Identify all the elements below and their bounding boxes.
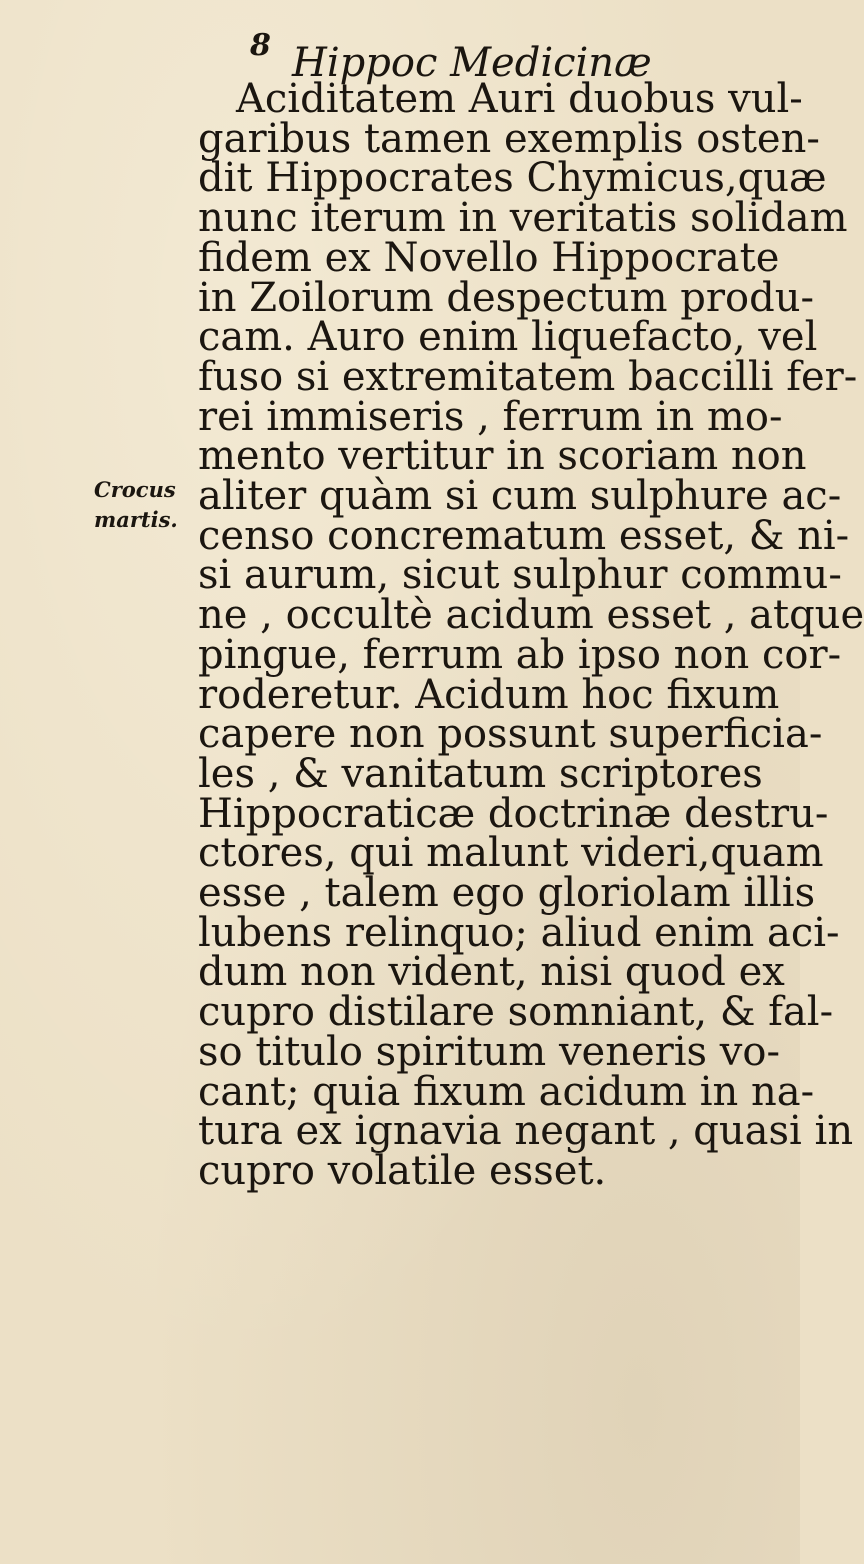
text-line: ne , occultè acidum esset , atque [198, 592, 864, 639]
text-line: dum non vident, nisi quod ex [198, 949, 785, 996]
running-head: Hippoc Medicinæ [292, 40, 652, 86]
margin-note [94, 475, 178, 535]
text-line: mento vertitur in scoriam non [198, 433, 807, 480]
text-line: aliter quàm si cum sulphure ac- [198, 473, 842, 520]
margin-note-line: martis. [94, 507, 178, 532]
text-line: garibus tamen exemplis osten- [198, 115, 820, 162]
text-line: censo concrematum esset, & ni- [198, 512, 850, 559]
text-line: fidem ex Novello Hippocrate [198, 234, 780, 281]
text-line: ctores, qui malunt videri,quam [198, 830, 824, 877]
text-line: nunc iterum in veritatis solidam [198, 195, 848, 242]
text-line: si aurum, sicut sulphur commu- [198, 552, 842, 599]
text-line: Aciditatem Auri duobus vul- [236, 76, 803, 122]
text-line: esse , talem ego gloriolam illis [198, 870, 816, 917]
body-text [198, 76, 864, 1194]
text-line: capere non possunt superficia- [198, 711, 823, 758]
text-line: les , & vanitatum scriptores [198, 750, 763, 797]
text-line: cupro distilare somniant, & fal- [198, 989, 834, 1036]
margin-note-line: Crocus [94, 477, 176, 502]
text-line: lubens relinquo; aliud enim aci- [198, 909, 840, 956]
text-line: fuso si extremitatem baccilli fer- [198, 353, 858, 400]
text-line: in Zoilorum despectum produ- [198, 274, 814, 321]
text-line: tura ex ignavia negant , quasi in [198, 1108, 854, 1155]
text-line: cam. Auro enim liquefacto, vel [198, 314, 818, 361]
text-line: roderetur. Acidum hoc fixum [198, 671, 780, 718]
text-line: cupro volatile esset. [198, 1147, 607, 1194]
text-line: rei immiseris , ferrum in mo- [198, 393, 783, 440]
text-line: Hippocraticæ doctrinæ destru- [198, 790, 829, 837]
text-line: dit Hippocrates Chymicus,quæ [198, 155, 827, 202]
text-line: pingue, ferrum ab ipso non cor- [198, 631, 842, 678]
page-number: 8 [250, 28, 271, 63]
text-line: cant; quia fixum acidum in na- [198, 1068, 815, 1115]
text-line: so titulo spiritum veneris vo- [198, 1028, 780, 1075]
